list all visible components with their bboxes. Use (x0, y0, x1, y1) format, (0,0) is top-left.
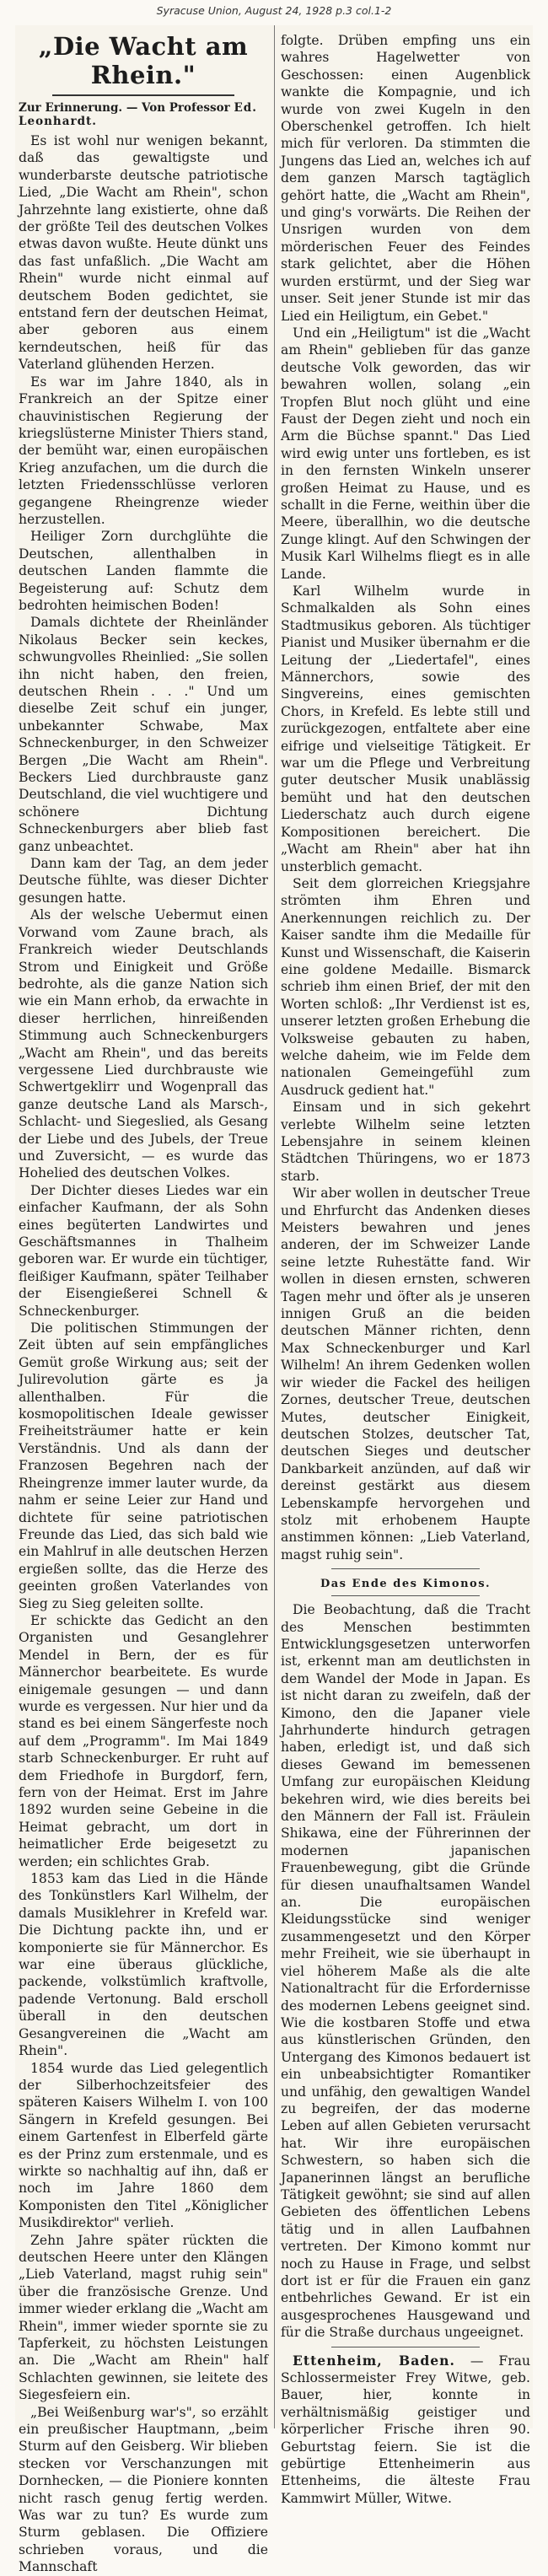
article-paragraph: Einsam und in sich gekehrt verlebte Wilhelm seine letzten Lebensjahre in seinem kleinen Städtchen Thüringens, wo er 1873 starb. (281, 1100, 530, 1184)
article-paragraph: Heiliger Zorn durchglühte die Deutschen, allenthalben in deutschen Landen flammte die Begeisterung auf: Schutz dem bedrohten heimischen Boden! (19, 529, 268, 613)
article-paragraph: Karl Wilhelm wurde in Schmalkalden als Sohn eines Stadtmusikus geboren. Als tüchtiger Pianist und Musiker übernahm er die Leitung der „Liedertafel", eines Männerchors, sowie des Singvereins, eines gemischten Chors, in Krefeld. Es lebte still und zurückgezogen, entfaltete aber eine eifrige und vielseitige Tätigkeit. Er war um die Pflege und Verbreitung guter deutscher Musik unablässig bemüht und hat den deutschen Liederschatz auch durch eigene Kompositionen bereichert. Die „Wacht am Rhein" aber hat ihn unsterblich gemacht. (281, 583, 530, 874)
article-paragraph: Seit dem glorreichen Kriegsjahre strömten ihm Ehren und Anerkennungen reichlich zu. Der Kaiser sandte ihm die Medaille für Kunst und Wissenschaft, die Kaiserin eine goldene Medaille. Bismarck schrieb ihm einen Brief, der mit den Worten schloß: „Ihr Verdienst ist es, unserer letzten großen Erhebung die Volksweise gebauten zu haben, welche daheim, wie im Felde dem nationalen Gemeingefühl zum Ausdruck gedient hat." (281, 875, 530, 1098)
article-paragraph: 1854 wurde das Lied gelegentlich der Silberhochzeitsfeier des späteren Kaisers Wilhelm I. von 100 Sängern in Krefeld gesungen. Bei einem Gartenfest in Elberfeld gärte es der Prinz zum erstenmale, und es wirkte so nachhaltig auf ihn, daß er noch im Jahre 1860 dem Komponisten den Titel „Königlicher Musikdirektor" verlieh. (19, 2060, 268, 2231)
article-paragraph: Die politischen Stimmungen der Zeit übten auf sein empfängliches Gemüt große Wirkung aus; seit der Julirevolution gärte es ja allenthalben. Für die kosmopolitischen Ideale gewisser Freiheitsträumer hatte er kein Verständnis. Und als dann der Franzosen Begehren nach der Rheingrenze immer lauter wurde, da nahm er seine Leier zur Hand und dichtete für seine patriotischen Freunde das Lied, das sich bald wie ein Mahlruf in alle deutschen Herzen ergießen sollte, das die Herze des geeinten großen Vaterlandes von Sieg zu Sieg geleiten sollte. (19, 1320, 268, 1611)
article-paragraph: Der Dichter dieses Liedes war ein einfacher Kaufmann, der als Sohn eines begüterten Landwirtes und Geschäftsmannes in Thalheim geboren war. Er wurde ein tüchtiger, fleißiger Kaufmann, später Teilhaber der Eisengießerei Schnell & Schneckenburger. (19, 1182, 268, 1319)
article-paragraph: 1853 kam das Lied in die Hände des Tonkünstlers Karl Wilhelm, der damals Musiklehrer in Krefeld war. Die Dichtung packte ihn, und er komponierte sie für Männerchor. Es war eine überaus glückliche, packende, volkstümlich kraftvolle, padende Vertonung. Bald erscholl überall in den deutschen Gesangvereinen die „Wacht am Rhein". (19, 1871, 268, 2059)
article-paragraph: folgte. Drüben empfing uns ein wahres Hagelwetter von Geschossen: einen Augenblick wankte die Kompagnie, und ich wurde von zwei Kugeln in den Oberschenkel getroffen. Ich hielt mich für verloren. Da stimmten die Jungens das Lied an, welches ich auf dem ganzen Marsch tagtäglich gehört hatte, die „Wacht am Rhein", und ging's vorwärts. Die Reihen der Unsrigen wurden von dem mörderischen Feuer des Feindes stark gelichtet, aber die Höhen wurden erstürmt, und der Sieg war unser. Seit jener Stunde ist mir das Lied ein Heiligtum, ein Gebet." (281, 33, 530, 324)
article-paragraph: Und ein „Heiligtum" ist die „Wacht am Rhein" geblieben für das ganze deutsche Volk geworden, das wir bewahren wollen, solang „ein Tropfen Blut noch glüht und eine Faust der Degen zieht und noch ein Arm die Büchse spannt." Das Lied wird ewig unter uns fortleben, es ist in den fernsten Winkeln unserer großen Heimat zu Hause, und es schallt in die Ferne, weithin über die Meere, überallhin, wo die deutsche Zunge klingt. Auf den Schwingen der Musik Karl Wilhelms fliegt es in alle Lande. (281, 325, 530, 582)
article-paragraph: Es war im Jahre 1840, als in Frankreich an der Spitze einer chauvinistischen Regierung der kriegslüsterne Minister Thiers stand, der bemüht war, einen europäischen Krieg anzufachen, um die durch die letzten Friedensschlüsse verloren gegangene Rheingrenze wieder herzustellen. (19, 374, 268, 527)
article-paragraph: Zehn Jahre später rückten die deutschen Heere unter den Klängen „Lieb Vaterland, magst ruhig sein" über die französische Grenze. Und immer wieder erklang die „Wacht am Rhein", immer wieder spornte sie zu Tapferkeit, zu höchsten Leistungen an. Die „Wacht am Rhein" half Schlachten gewinnen, sie leitete des Siegesfeiern ein. (19, 2232, 268, 2403)
article-paragraph: Als der welsche Uebermut einen Vorwand vom Zaune brach, als Frankreich wieder Deutschlands Strom und Einigkeit und Größe bedrohte, als die ganze Nation sich wie ein Mann erhob, da erwachte in dieser herrlichen, hinreißenden Stimmung auch Schneckenburgers „Wacht am Rhein", und das bereits vergessene Lied durchbrauste wie Schwertgeklirr und Wogenprall das ganze deutsche Land als Marsch-, Schlacht- und Siegeslied, als Gesang der Liebe und des Jubels, der Treue und Zuversicht, — es wurde das Hohelied des deutschen Volkes. (19, 907, 268, 1181)
left-column (19, 32, 268, 2575)
article-paragraph: Er schickte das Gedicht an den Organisten und Gesanglehrer Mendel in Bern, der es für Männerchor bearbeitete. Es wurde einigemale gesungen — und dann wurde es vergessen. Nur hier und da stand es bei einem Sängerfeste noch auf dem „Programm". Im Mai 1849 starb Schneckenburger. Er ruht auf dem Friedhofe in Burgdorf, fern, fern von der Heimat. Erst im Jahre 1892 wurden seine Gebeine in die Heimat gebracht, um dort in heimatlicher Erde beigesetzt zu werden; ein schlichtes Grab. (19, 1612, 268, 1869)
article-headline: „Die Wacht am Rhein." (38, 32, 249, 89)
section-rule (331, 1595, 480, 1596)
article-paragraph: Dann kam der Tag, an dem jeder Deutsche fühlte, was dieser Dichter gesungen hatte. (19, 856, 268, 906)
notice-dateline: Ettenheim, Baden. (293, 2352, 455, 2369)
article-paragraph: Es ist wohl nur wenigen bekannt, daß das gewaltigste und wunderbarste deutsche patriotische Lied, „Die Wacht am Rhein", schon Jahrzehnte lang existierte, ohne daß der größte Teil des deutschen Volkes etwas davon wußte. Heute dünkt uns das fast unfaßlich. „Die Wacht am Rhein" wurde nicht einmal auf deutschem Boden gedichtet, sie entstand fern der deutschen Heimat, aber geboren aus einem kerndeutschen, heiß für das Vaterland glühenden Herzen. (19, 133, 268, 373)
local-notice (281, 2353, 530, 2508)
headline-rule (52, 94, 234, 96)
subhead-lead: Zur Erinnerung. — Von Professor (19, 101, 230, 115)
notice-text: — Frau Schlossermeister Frey Witwe, geb. Bauer, hier, konnte in verhältnismäßig geistiger und körperlicher Frische ihren 90. Geburtstag feiern. Sie ist die gebürtige Ettenheimerin aus Ettenheims, die älteste Frau Kammwirt Müller, Witwe. (281, 2353, 530, 2506)
article-paragraph: Wir aber wollen in deutscher Treue und Ehrfurcht das Andenken dieses Meisters bewahren und jenes anderen, der im Schweizer Lande seine letzte Ruhestätte fand. Wir wollen in diesen ernsten, schweren Tagen mehr und öfter als je unseren innigen Gruß an die beiden deutschen Männer richten, denn Max Schneckenburger und Karl Wilhelm! An ihrem Gedenken wollen wir wieder die Fackel des heiligen Zornes, deutscher Treue, deutschen Mutes, deutscher Einigkeit, deutschen Stolzes, deutscher Tat, deutschen Sieges und deutscher Dankbarkeit anzünden, auf daß wir dereinst gestärkt aus diesem Lebenskampfe hervorgehen und stolz mit erhobenem Haupte anstimmen können: „Lieb Vaterland, magst ruhig sein". (281, 1186, 530, 1562)
article-paragraph: „Bei Weißenburg war's", so erzählt ein preußischer Hauptmann, „beim Sturm auf den Geisberg. Wir blieben stecken vor Verschanzungen mit Dornhecken, — die Pioniere konnten nicht rasch genug fertig werden. Was war zu tun? Es wurde zum Sturm geblasen. Die Offiziere schrieben voraus, und die Mannschaft (19, 2404, 268, 2575)
right-column (281, 32, 530, 2506)
kimono-title: Das Ende des Kimonos. (320, 1578, 492, 1591)
column-divider (274, 25, 275, 2428)
article-paragraph: Damals dichtete der Rheinländer Nikolaus Becker sein keckes, schwungvolles Rheinlied: „Sie sollen ihn nicht haben, den freien, deutschen Rhein . . ." Und um dieselbe Zeit schuf ein junger, unbekannter Schwabe, Max Schneckenburger, in den Schweizer Bergen „Die Wacht am Rhein". Beckers Lied durchbrauste ganz Deutschland, die viel wuchtigere und schönere Dichtung Schneckenburgers aber blieb fast ganz unbeachtet. (19, 615, 268, 854)
left-column-body (19, 132, 268, 2576)
subhead-author: Ed. Leonhardt. (19, 101, 257, 128)
newspaper-clipping (15, 25, 533, 2575)
right-column-body (281, 32, 530, 1563)
source-caption: Syracuse Union, August 24, 1928 p.3 col.1-2 (156, 4, 392, 17)
section-rule (331, 1568, 480, 1569)
kimono-paragraph: Die Beobachtung, daß die Tracht des Menschen bestimmten Entwicklungsgesetzen unterworfen ist, erkennt man am deutlichsten in dem Wandel der Mode in Japan. Es ist nicht daran zu zweifeln, daß der Kimono, den die Japaner viele Jahrhunderte hindurch getragen haben, erledigt ist, und daß sich dieses Gewand im bemessenen Umfang zur europäischen Kleidung bekehren wird, wie dies bereits bei den Männern der Fall ist. Fräulein Shikawa, eine der Führerinnen der modernen japanischen Frauenbewegung, gibt die Gründe für diesen unaufhaltsamen Wandel an. Die europäischen Kleidungsstücke sind weniger zusammengesetzt und den Körper mehr Freiheit, wie sie überhaupt in viel höherem Maße als die alte Nationaltracht für die Erfordernisse des modernen Lebens geeignet sind. Wie die kostbaren Stoffe und etwa aus künstlerischen Gründen, den Untergang des Kimonos bedauert ist ein unbeabsichtigter Romantiker und unfähig, den gewaltigen Wandel zu begreifen, der das moderne Leben auf allen Gebieten verursacht hat. Wir ihre europäischen Schwestern, so haben sich die Japanerinnen längst an berufliche Tätigkeit gewöhnt; sie sind auf allen Gebieten des öffentlichen Lebens tätig und in allen Laufbahnen vertreten. Der Kimono kommt nur noch zu Hause in Frage, und selbst dort ist er für die Frauen ein ganz entbehrliches Gewand. Er ist ein ausgesprochenes Hausgewand und für die Straße durchaus ungeeignet. (281, 1602, 530, 2341)
article-subhead (19, 101, 268, 128)
